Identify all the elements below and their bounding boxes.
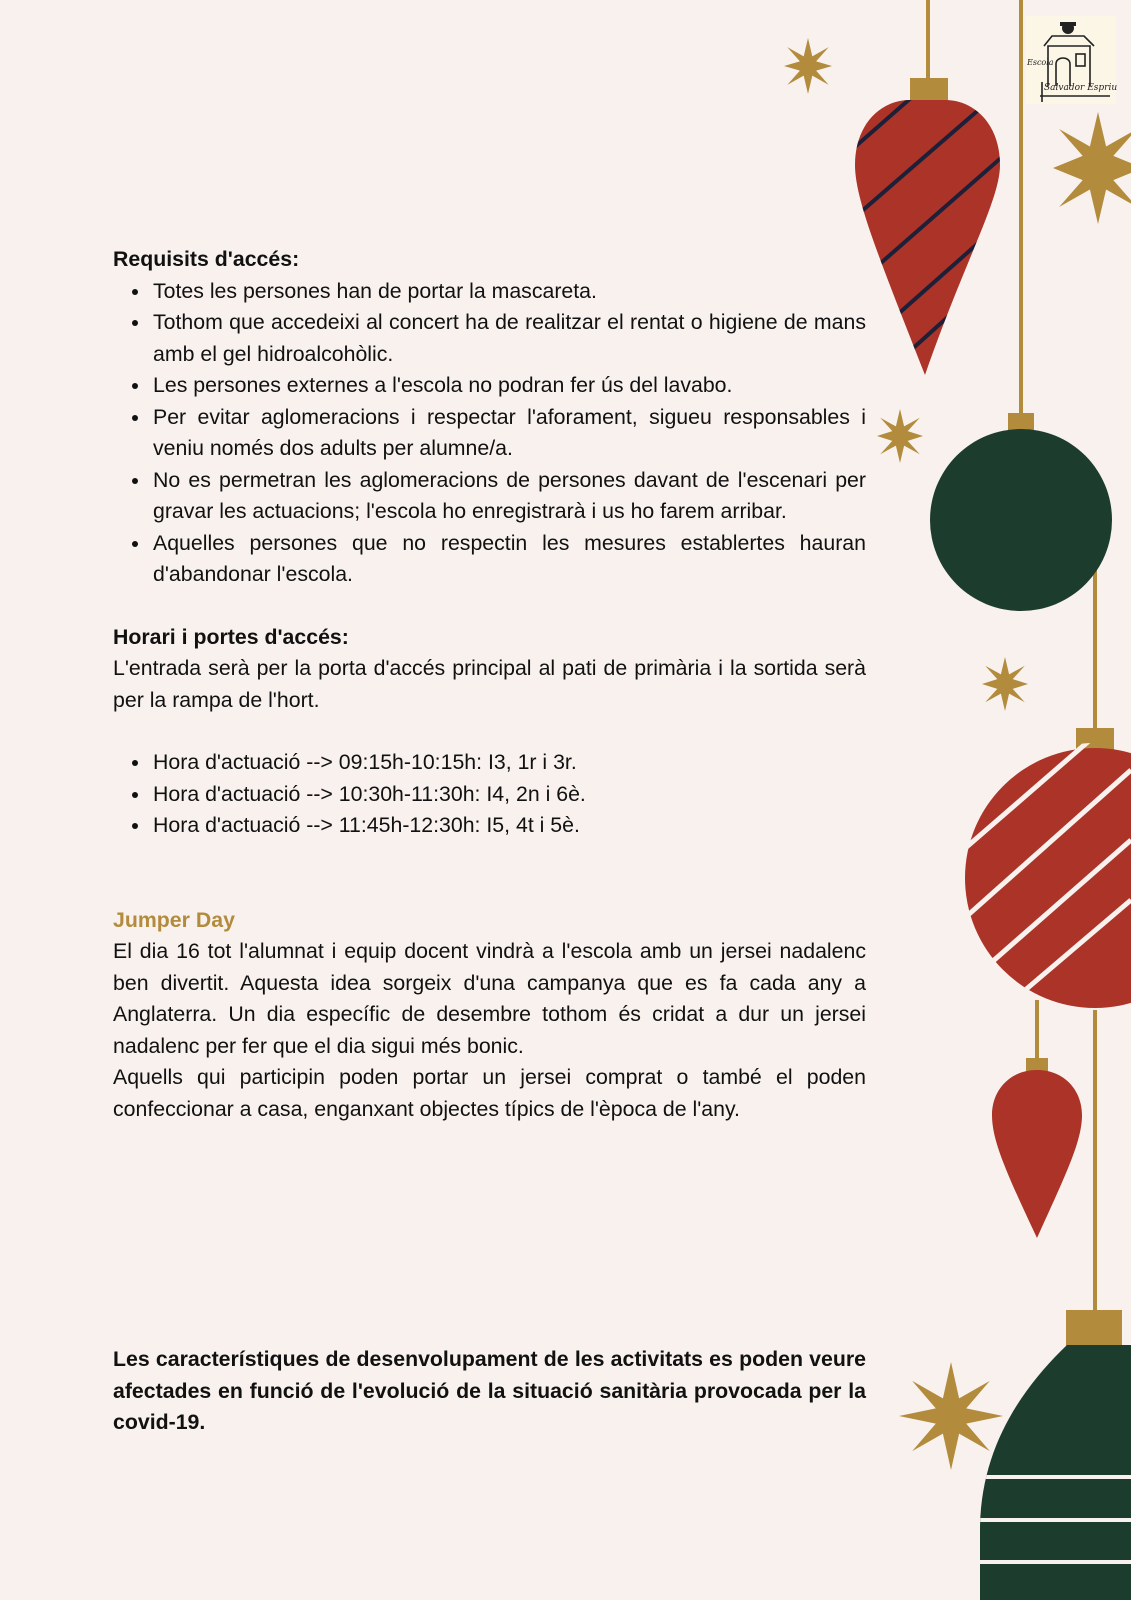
list-item: • Hora d'actuació --> 09:15h-10:15h: I3, 1r i 3r.: [151, 747, 866, 779]
star-icon: [982, 657, 1028, 711]
list-item: • Per evitar aglomeracions i respectar l'aforament, sigueu responsables i veniu només dos adults per alumne/a.: [151, 402, 866, 465]
main-content: [113, 244, 866, 1125]
list-item: • Aquelles persones que no respectin les mesures establertes hauran d'abandonar l'escola.: [151, 528, 866, 591]
access-requirements-list: [113, 276, 866, 591]
star-icon: [899, 1362, 1003, 1470]
covid-disclaimer: Les característiques de desenvolupament de les activitats es poden veure afectades en funció de l'evolució de la situació sanitària provocada per la covid-19.: [113, 1347, 866, 1434]
list-item: • Les persones externes a l'escola no podran fer ús del lavabo.: [151, 370, 866, 402]
list-item: • Hora d'actuació --> 11:45h-12:30h: I5, 4t i 5è.: [151, 810, 866, 842]
logo-text-school-name: Salvador Espriu: [1044, 83, 1118, 93]
schedule-intro: L'entrada serà per la porta d'accés principal al pati de primària i la sortida serà per la rampa de l'hort.: [113, 656, 866, 712]
list-item: • Tothom que accedeixi al concert ha de realitzar el rentat o higiene de mans amb el gel hidroalcohòlic.: [151, 307, 866, 370]
schedule-heading: Horari i portes d'accés:: [113, 624, 349, 649]
logo-text-escola: Escola: [1027, 58, 1054, 67]
list-item: • Totes les persones han de portar la mascareta.: [151, 276, 866, 308]
star-icon: [784, 38, 832, 94]
green-ball-ornament: [930, 429, 1112, 611]
jumper-day-title: Jumper Day: [113, 907, 235, 932]
ornament-cap: [1066, 1310, 1122, 1346]
list-item: • Hora d'actuació --> 10:30h-11:30h: I4, 2n i 6è.: [151, 779, 866, 811]
access-requirements-heading: Requisits d'accés:: [113, 247, 300, 271]
star-icon: [1053, 112, 1131, 224]
schedule-list: [113, 747, 866, 842]
list-item: • No es permetran les aglomeracions de persones davant de l'escenari per gravar les actuacions; l'escola ho enregistrarà i us ho farem arribar.: [151, 465, 866, 528]
ornament-cap: [910, 78, 948, 102]
jumper-day-paragraph: Aquells qui participin poden portar un jersei comprat o també el poden confeccionar a casa, enganxant objectes típics de l'època de l'any.: [113, 1065, 866, 1121]
jumper-day-paragraph: El dia 16 tot l'alumnat i equip docent vindrà a l'escola amb un jersei nadalenc ben divertit. Aquesta idea sorgeix d'una campanya que es fa cada any a Anglaterra. Un dia específic de desembre tothom és cridat a dur un jersei nadalenc per fer que el dia sigui més bonic.: [113, 939, 866, 1058]
ornament-cap: [1008, 413, 1034, 431]
small-red-drop-ornament: [992, 1070, 1082, 1238]
star-icon: [877, 409, 923, 463]
